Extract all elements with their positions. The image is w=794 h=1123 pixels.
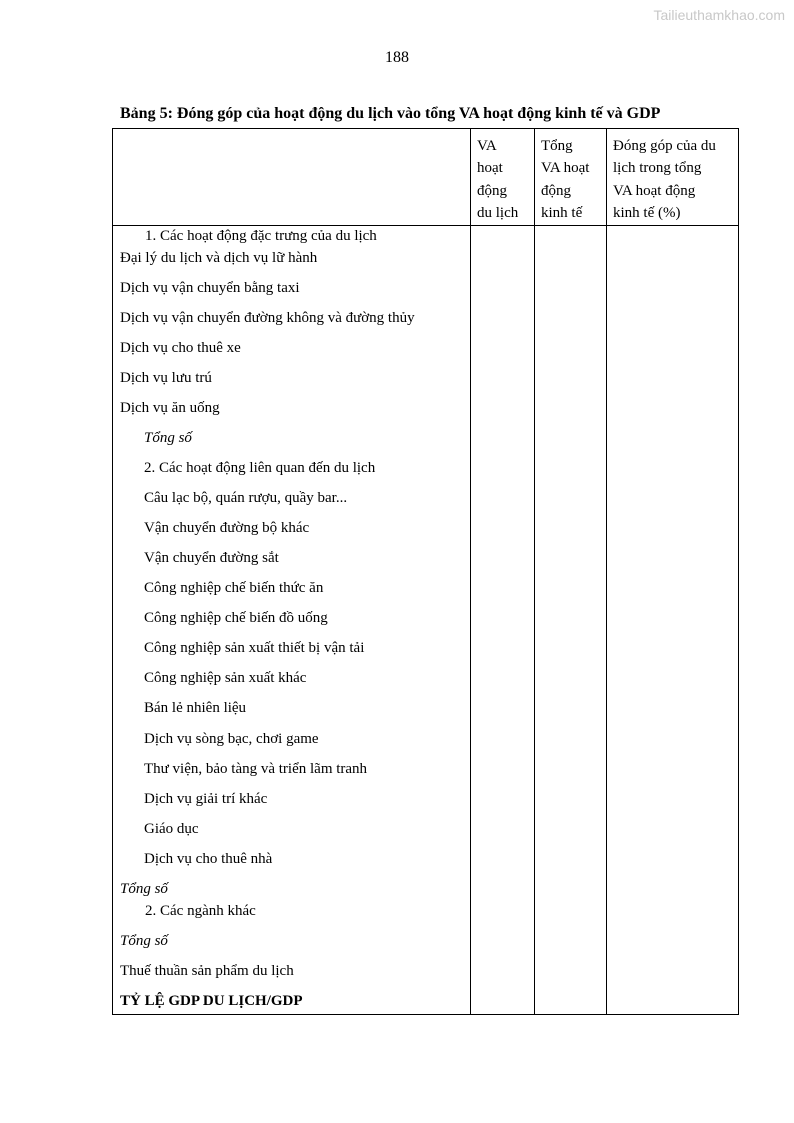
header-line: Tổng [541, 138, 573, 154]
table-row: Dịch vụ ăn uống [120, 400, 220, 416]
table-row: Dịch vụ giải trí khác [144, 791, 268, 807]
table-row: Vận chuyển đường sắt [144, 550, 279, 566]
section-heading-2: 2. Các hoạt động liên quan đến du lịch [144, 460, 376, 476]
header-va-du-lich [477, 135, 518, 224]
header-dong-gop [613, 135, 716, 224]
table-row: Vận chuyển đường bộ khác [144, 520, 310, 536]
header-line: du lịch [477, 204, 519, 221]
section-heading-3: 2. Các ngành khác [145, 903, 256, 919]
table-row: Dịch vụ cho thuê nhà [144, 851, 273, 867]
header-line: động [541, 182, 571, 199]
header-line: VA hoạt động [613, 182, 696, 199]
table-row: Câu lạc bộ, quán rượu, quầy bar... [144, 490, 348, 506]
section-heading-1: 1. Các hoạt động đặc trưng của du lịch [145, 228, 377, 244]
header-line: hoạt [477, 160, 503, 177]
page-number: 188 [385, 49, 409, 66]
table-row: Thư viện, bảo tàng và triển lãm tranh [144, 761, 368, 777]
header-line: Đóng góp của du [613, 138, 716, 154]
header-line: động [477, 182, 507, 199]
table-row: Thuế thuần sản phẩm du lịch [120, 963, 294, 979]
table-row: Dịch vụ cho thuê xe [120, 340, 241, 356]
table-row: Đại lý du lịch và dịch vụ lữ hành [120, 250, 318, 266]
header-line: lịch trong tổng [613, 160, 702, 177]
table-row: Dịch vụ vận chuyển bằng taxi [120, 280, 300, 296]
column-divider [470, 129, 471, 1014]
table-row: Công nghiệp sản xuất khác [144, 670, 307, 686]
table-row: Bán lẻ nhiên liệu [144, 700, 247, 716]
header-line: kinh tế [541, 204, 583, 221]
header-divider [113, 225, 738, 226]
subtotal-row: Tổng số [120, 881, 168, 897]
table-row: Công nghiệp chế biến thức ăn [144, 580, 324, 596]
table-row: Công nghiệp sản xuất thiết bị vận tải [144, 640, 365, 656]
gdp-ratio-row: TỶ LỆ GDP DU LỊCH/GDP [120, 993, 303, 1009]
table-row: Công nghiệp chế biến đồ uống [144, 610, 328, 626]
table-title: Bảng 5: Đóng góp của hoạt động du lịch vào tổng VA hoạt động kinh tế và GDP [120, 105, 661, 122]
data-table [112, 128, 739, 1015]
header-line: kinh tế (%) [613, 204, 681, 221]
column-divider [606, 129, 607, 1014]
table-row: Dịch vụ sòng bạc, chơi game [144, 731, 319, 747]
header-line: VA hoạt [541, 160, 590, 177]
header-tong-va [541, 135, 589, 224]
table-row: Giáo dục [144, 821, 199, 837]
subtotal-row: Tổng số [144, 430, 192, 446]
watermark: Tailieuthamkhao.com [653, 7, 785, 23]
table-row: Dịch vụ vận chuyển đường không và đường thủy [120, 310, 415, 326]
column-divider [534, 129, 535, 1014]
table-row: Dịch vụ lưu trú [120, 370, 212, 386]
header-line: VA [477, 138, 497, 154]
subtotal-row: Tổng số [120, 933, 168, 949]
